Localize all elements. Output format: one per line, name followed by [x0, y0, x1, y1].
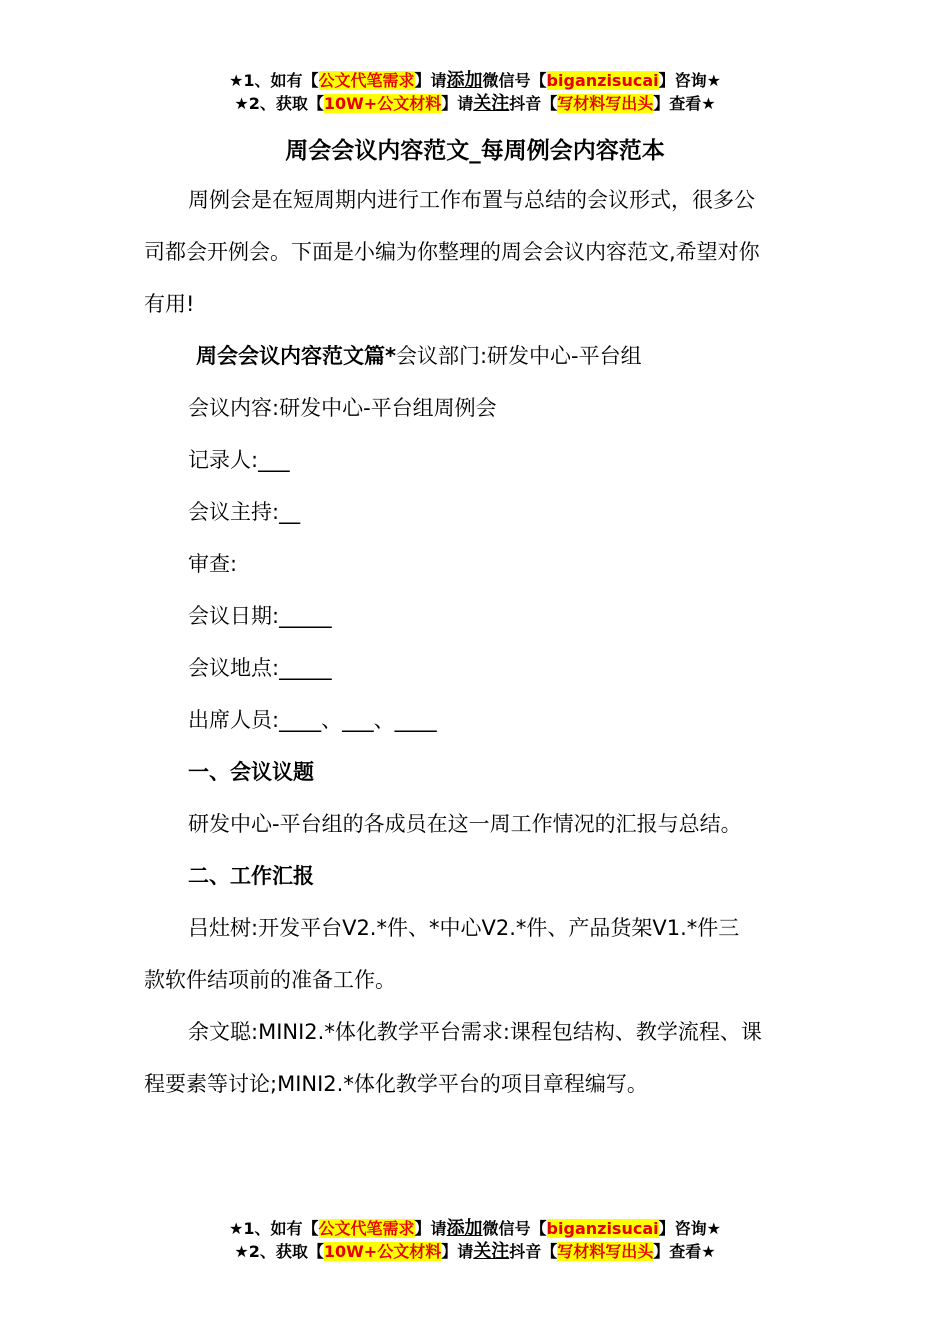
- footer-banner: [0, 1217, 950, 1263]
- banner-text: 】咨询★: [658, 71, 721, 90]
- banner-emphasis: 添加: [446, 70, 483, 91]
- meeting-host: 会议主持:__: [188, 500, 301, 524]
- banner-line-1: [0, 69, 950, 92]
- report-1-line-2: 款软件结项前的准备工作。: [144, 968, 396, 992]
- banner-highlight: 10W+公文材料: [323, 94, 442, 113]
- banner-text: 】查看★: [653, 1242, 716, 1261]
- banner-text: 】请: [441, 94, 474, 113]
- banner-highlight: 公文代笔需求: [318, 1219, 415, 1238]
- meeting-place: 会议地点:_____: [188, 656, 332, 680]
- intro-line-1: 周例会是在短周期内进行工作布置与总结的会议形式，很多公: [188, 188, 755, 212]
- banner-highlight: 写材料写出头: [557, 1242, 654, 1261]
- banner-text: 抖音【: [509, 1242, 558, 1261]
- banner-text: ★1、如有【: [229, 71, 319, 90]
- report-2-line-2: 程要素等讨论;MINI2.*体化教学平台的项目章程编写。: [144, 1072, 648, 1096]
- meeting-date: 会议日期:_____: [188, 604, 332, 628]
- banner-highlight: 写材料写出头: [557, 94, 654, 113]
- banner-text: 抖音【: [509, 94, 558, 113]
- meeting-content: 会议内容:研发中心-平台组周例会: [188, 396, 497, 420]
- banner-line-2: [0, 92, 950, 115]
- section-title: 周会会议内容范文篇*: [196, 344, 396, 368]
- meeting-department: 会议部门:研发中心-平台组: [395, 344, 642, 368]
- topic-text: 研发中心-平台组的各成员在这一周工作情况的汇报与总结。: [188, 812, 742, 836]
- document-body: [144, 174, 804, 1110]
- banner-highlight: biganzisucai: [546, 1219, 659, 1238]
- banner-text: 微信号【: [482, 71, 547, 90]
- section-heading: [144, 330, 804, 382]
- header-banner: [0, 69, 950, 115]
- heading-topics: 一、会议议题: [188, 760, 314, 784]
- intro-line-3: 有用!: [144, 292, 195, 316]
- meeting-attendees: 出席人员:____、___、____: [188, 708, 437, 732]
- document-title: 周会会议内容范文_每周例会内容范本: [285, 138, 665, 164]
- banner-text: 】请: [414, 1219, 447, 1238]
- report-1-line-1: 吕灶树:开发平台V2.*件、*中心V2.*件、产品货架V1.*件三: [188, 916, 740, 940]
- banner-highlight: 10W+公文材料: [323, 1242, 442, 1261]
- banner-highlight: 公文代笔需求: [318, 71, 415, 90]
- banner-text: 】请: [441, 1242, 474, 1261]
- meeting-recorder: 记录人:___: [188, 448, 290, 472]
- banner-text: 】请: [414, 71, 447, 90]
- heading-work-report: 二、工作汇报: [188, 864, 314, 888]
- banner-line-1: [0, 1217, 950, 1240]
- meeting-review: 审查:: [188, 552, 238, 576]
- banner-text: 】咨询★: [658, 1219, 721, 1238]
- intro-line-2: 司都会开例会。下面是小编为你整理的周会会议内容范文,希望对你: [144, 240, 760, 264]
- report-2-line-1: 余文聪:MINI2.*体化教学平台需求:课程包结构、教学流程、课: [188, 1020, 762, 1044]
- banner-text: ★2、获取【: [234, 94, 324, 113]
- banner-text: ★2、获取【: [234, 1242, 324, 1261]
- banner-text: 微信号【: [482, 1219, 547, 1238]
- banner-highlight: biganzisucai: [546, 71, 659, 90]
- banner-emphasis: 添加: [446, 1218, 483, 1239]
- banner-text: 】查看★: [653, 94, 716, 113]
- banner-line-2: [0, 1240, 950, 1263]
- banner-text: ★1、如有【: [229, 1219, 319, 1238]
- banner-emphasis: 关注: [473, 1241, 510, 1262]
- banner-emphasis: 关注: [473, 93, 510, 114]
